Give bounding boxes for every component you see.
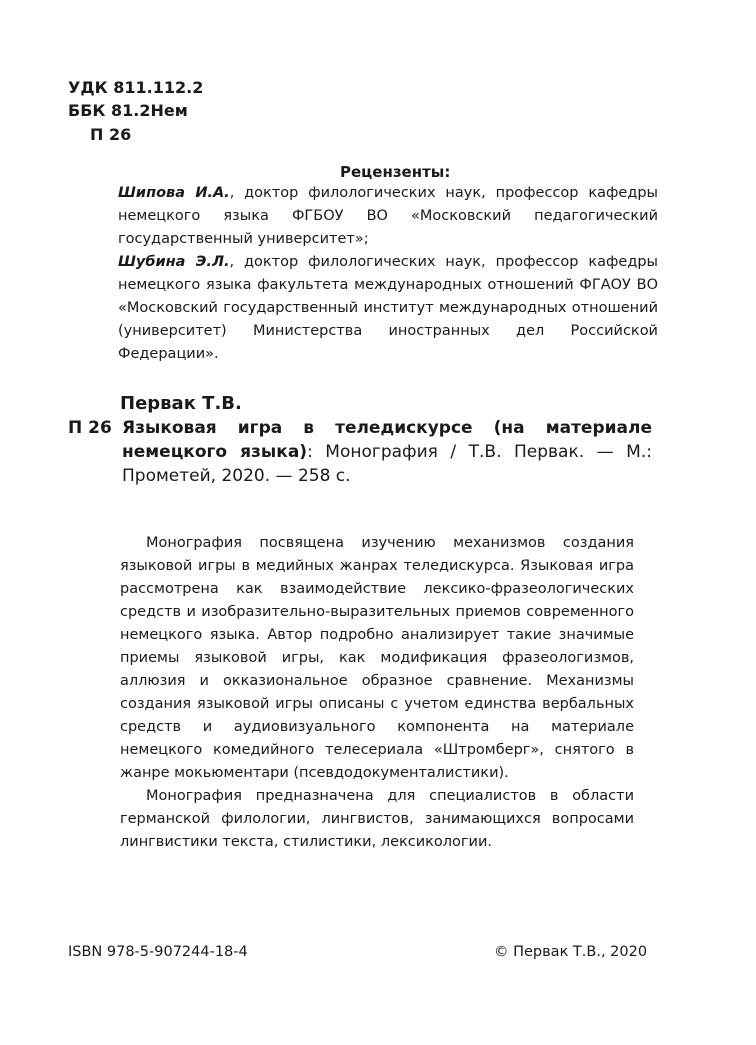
reviewer-name: Шипова И.А. — [118, 185, 230, 201]
author-mark: П 26 — [90, 125, 132, 144]
book-details: : Монография / Т.В. Первак. — М.: Прометей, 2020. — 258 с. — [122, 442, 652, 486]
abstract-paragraph: Монография предназначена для специалистов в области германской филологии, лингвистов, занимающихся вопросами лингвистики текста, стилистики, лексикологии. — [120, 788, 634, 850]
reviewers-title: Рецензенты: — [340, 163, 451, 181]
reviewer-1 — [118, 182, 658, 251]
bib-record — [122, 416, 652, 488]
abstract-paragraph: Монография посвящена изучению механизмов создания языковой игры в медийных жанрах теледискурса. Языковая игра рассмотрена как взаимодействие лексико-фразеологических средств и изобразительно-выразительных приемов современного немецкого языка. Автор подробно анализирует такие значимые приемы языковой игры, как модификация фразеологизмов, аллюзия и окказиональное образное сравнение. Механизмы создания языковой игры описаны с учетом единства вербальных средств и аудиовизуального компонента на материале немецкого комедийного телесериала «Штромберг», снятого в жанре мокьюментари (псевдодокументалистики). — [120, 535, 634, 781]
bbk-code: ББК 81.2Нем — [68, 101, 188, 120]
reviewer-2 — [118, 251, 658, 366]
isbn: ISBN 978-5-907244-18-4 — [68, 944, 248, 960]
reviewer-description: , доктор филологических наук, профессор кафедры немецкого языка факультета международных отношений ФГАОУ ВО «Московский государственный институт международных отношений (университет) Министерства иностранных дел Российской Федерации». — [118, 254, 659, 362]
bib-code: П 26 — [68, 418, 112, 438]
udk-code: УДК 811.112.2 — [68, 78, 204, 97]
book-title: Языковая игра в теледискурсе (на материале немецкого языка) — [122, 418, 652, 462]
reviewers-list — [118, 182, 658, 366]
abstract — [120, 532, 634, 854]
reviewer-name: Шубина Э.Л. — [118, 254, 230, 270]
book-author: Первак Т.В. — [120, 393, 242, 414]
reviewer-description: , доктор филологических наук, профессор кафедры немецкого языка ФГБОУ ВО «Московский педагогический государственный университет»; — [118, 185, 658, 247]
copyright: © Первак Т.В., 2020 — [494, 944, 648, 960]
